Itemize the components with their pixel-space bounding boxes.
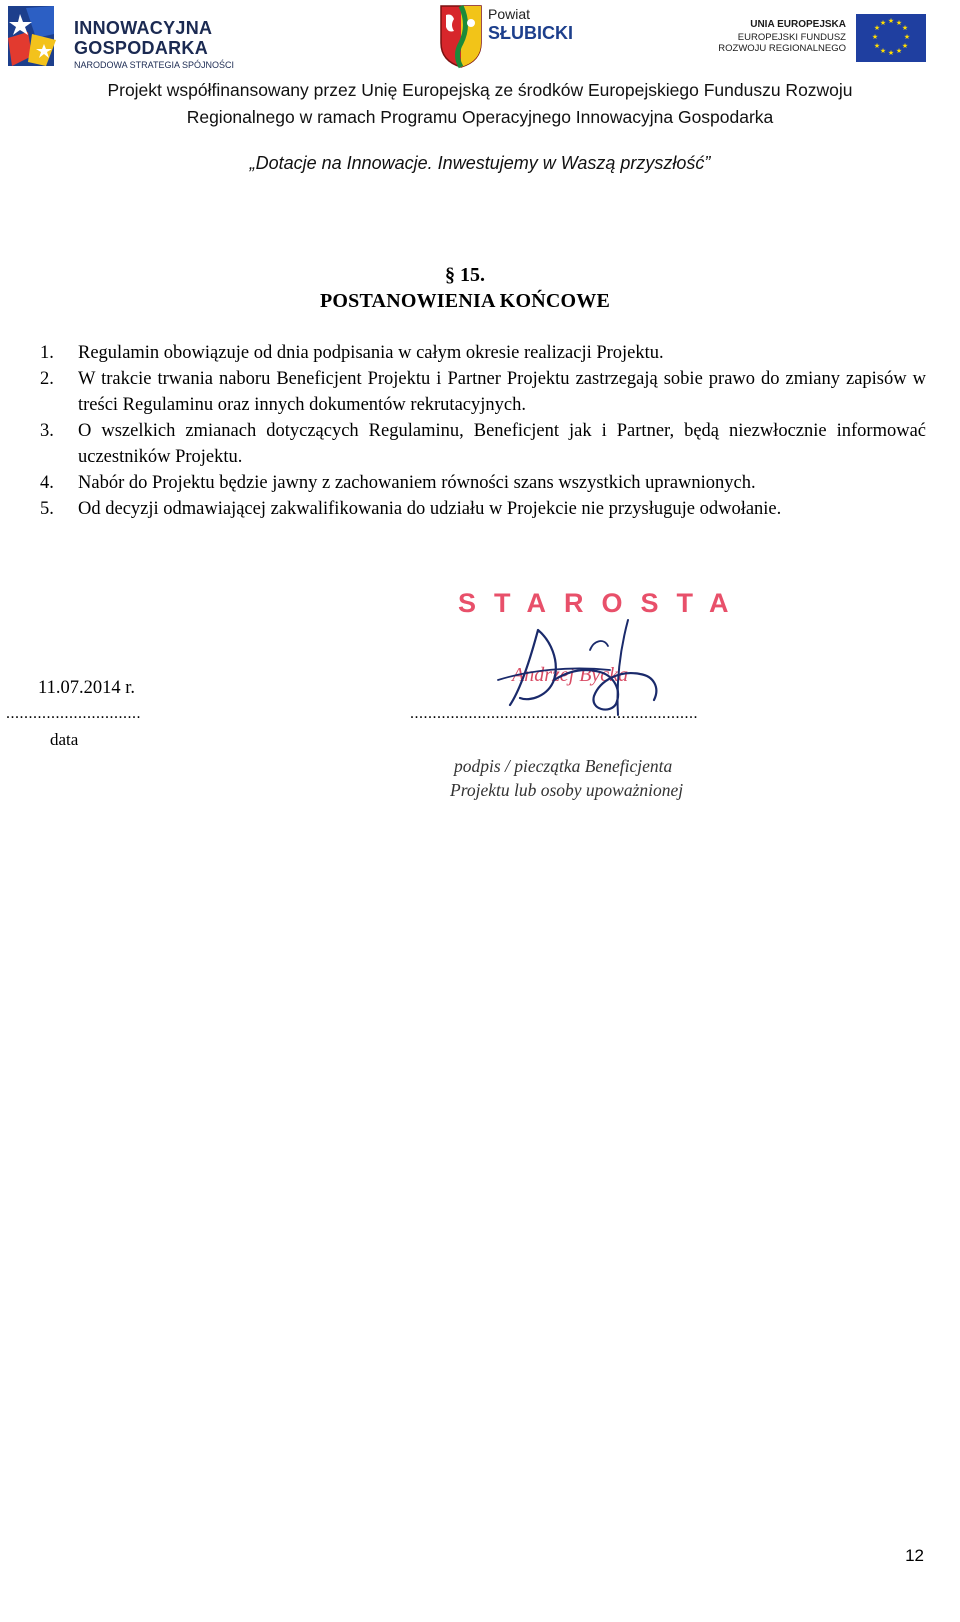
item-number: 4. [40,473,54,493]
ig-logo-line1: INNOWACYJNA [74,18,213,38]
provisions-list [40,340,926,522]
svg-text:★: ★ [879,47,887,55]
list-item [40,340,926,366]
svg-text:★: ★ [873,42,881,50]
cofinancing-line1: Projekt współfinansowany przez Unię Europejską ze środków Europejskiego Funduszu Rozwoju [107,80,853,100]
list-item [40,366,926,418]
item-text: Regulamin obowiązuje od dnia podpisania w całym okresie realizacji Projektu. [78,343,664,363]
powiat-label: Powiat [488,6,531,22]
ig-logo-line3: NARODOWA STRATEGIA SPÓJNOŚCI [74,60,235,70]
eu-logo-line3: ROZWOJU REGIONALNEGO [718,43,846,54]
eu-flag-icon [856,14,926,62]
section-number: § 15. [445,264,485,286]
item-text: Od decyzji odmawiającej zakwalifikowania do udziału w Projekcie nie przysługuje odwołanie. [78,499,782,519]
eu-logo-line2: EUROPEJSKI FUNDUSZ [737,32,846,43]
handwritten-signature [490,610,670,720]
slubicki-label: SŁUBICKI [488,23,573,43]
svg-text:★: ★ [901,42,909,50]
list-item [40,470,926,496]
signature-caption-line1: podpis / pieczątka Beneficjenta [454,756,673,776]
svg-text:★: ★ [903,33,911,41]
list-item [40,418,926,470]
signature-dotted-line: ................................................................ [410,705,698,722]
item-number: 1. [40,343,54,363]
powiat-slubicki-logo [438,3,598,73]
stamp-title: STAROSTA [458,588,747,618]
page-number: 12 [905,1546,924,1565]
eu-logo-line1: UNIA EUROPEJSKA [750,19,846,30]
date-value: 11.07.2014 r. [38,678,135,698]
stamp-name: Andrzej Bycka [512,664,629,686]
innowacyjna-gospodarka-logo [6,4,236,72]
signature-caption-line2: Projektu lub osoby upoważnionej [450,780,684,800]
item-number: 5. [40,499,54,519]
eu-logo [718,12,930,64]
svg-text:★: ★ [879,19,887,27]
item-number: 2. [40,369,54,389]
item-text: O wszelkich zmianach dotyczących Regulaminu, Beneficjent jak i Partner, będą niezwłocznie informować uczestników Projektu. [78,421,926,467]
coat-of-arms-icon [438,3,484,69]
ig-logo-line2: GOSPODARKA [74,38,209,58]
signature-area [400,560,780,810]
item-text: Nabór do Projektu będzie jawny z zachowaniem równości szans wszystkich uprawnionych. [78,473,756,493]
item-number: 3. [40,421,54,441]
svg-text:★: ★ [873,24,881,32]
svg-text:★: ★ [887,49,895,57]
item-text: W trakcie trwania naboru Beneficjent Projektu i Partner Projektu zastrzegają sobie prawo do zmiany zapisów w treści Regulaminu oraz innych dokumentów rekrutacyjnych. [78,369,926,415]
svg-text:★: ★ [871,33,879,41]
section-title: POSTANOWIENIA KOŃCOWE [320,290,610,312]
ig-star-flag-icon [6,4,66,70]
logo-bar [0,0,960,80]
svg-text:★: ★ [895,19,903,27]
project-motto: „Dotacje na Innowacje. Inwestujemy w Waszą przyszłość” [249,153,711,173]
svg-text:★: ★ [901,24,909,32]
date-dotted-line: .............................. [6,705,141,722]
svg-text:★: ★ [895,47,903,55]
date-label: data [50,730,79,749]
list-item [40,496,926,522]
cofinancing-line2: Regionalnego w ramach Programu Operacyjnego Innowacyjna Gospodarka [186,107,774,127]
svg-text:★: ★ [887,17,895,25]
